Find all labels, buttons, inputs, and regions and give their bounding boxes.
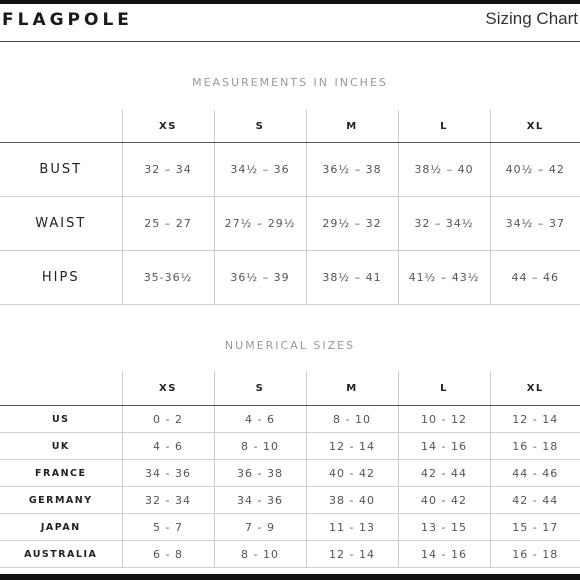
row-label: FRANCE [0, 460, 122, 487]
table-cell: 14 - 16 [398, 433, 490, 460]
table-cell: 29½ – 32 [306, 197, 398, 251]
table-cell: 34 - 36 [214, 487, 306, 514]
table-corner [0, 371, 122, 406]
table-cell: 6 - 8 [122, 541, 214, 568]
row-label: US [0, 406, 122, 433]
measurements-section-title: MEASUREMENTS IN INCHES [192, 76, 388, 89]
table-row [0, 197, 580, 251]
table-row [0, 251, 580, 305]
table-cell: 8 - 10 [214, 541, 306, 568]
table-row [0, 541, 580, 568]
table-cell: 34 - 36 [122, 460, 214, 487]
table-cell: 12 - 14 [306, 433, 398, 460]
table-cell: 32 - 34 [122, 487, 214, 514]
table-row [0, 406, 580, 433]
size-header: M [306, 371, 398, 406]
table-cell: 44 – 46 [490, 251, 580, 305]
table-cell: 7 - 9 [214, 514, 306, 541]
table-corner [0, 110, 122, 143]
table-cell: 38½ – 40 [398, 143, 490, 197]
table-cell: 27½ – 29½ [214, 197, 306, 251]
size-header: XS [122, 371, 214, 406]
header [0, 4, 580, 42]
table-cell: 32 – 34½ [398, 197, 490, 251]
table-cell: 41½ – 43½ [398, 251, 490, 305]
table-cell: 12 - 14 [306, 541, 398, 568]
table-cell: 40 - 42 [398, 487, 490, 514]
size-header: XL [490, 371, 580, 406]
table-cell: 35-36½ [122, 251, 214, 305]
table-cell: 34½ – 36 [214, 143, 306, 197]
table-cell: 15 - 17 [490, 514, 580, 541]
table-cell: 5 - 7 [122, 514, 214, 541]
table-cell: 25 – 27 [122, 197, 214, 251]
table-cell: 38½ – 41 [306, 251, 398, 305]
table-cell: 12 - 14 [490, 406, 580, 433]
row-label: BUST [0, 143, 122, 197]
size-header: S [214, 110, 306, 143]
size-header: L [398, 110, 490, 143]
table-cell: 16 - 18 [490, 541, 580, 568]
size-header: XS [122, 110, 214, 143]
bottom-frame-bar [0, 574, 580, 580]
table-cell: 36 - 38 [214, 460, 306, 487]
measurements-table [0, 110, 580, 305]
table-cell: 8 - 10 [214, 433, 306, 460]
size-header: M [306, 110, 398, 143]
row-label: GERMANY [0, 487, 122, 514]
table-cell: 16 - 18 [490, 433, 580, 460]
row-label: WAIST [0, 197, 122, 251]
table-cell: 38 - 40 [306, 487, 398, 514]
row-label: AUSTRALIA [0, 541, 122, 568]
table-cell: 0 - 2 [122, 406, 214, 433]
brand-logo: FLAGPOLE [2, 10, 133, 30]
table-cell: 14 - 16 [398, 541, 490, 568]
table-cell: 4 - 6 [214, 406, 306, 433]
header-divider [0, 41, 580, 42]
table-cell: 42 - 44 [398, 460, 490, 487]
table-cell: 32 – 34 [122, 143, 214, 197]
table-cell: 44 - 46 [490, 460, 580, 487]
numerical-header-row [0, 371, 580, 406]
table-cell: 42 - 44 [490, 487, 580, 514]
table-row [0, 433, 580, 460]
page-title: Sizing Chart [485, 9, 578, 28]
size-header: S [214, 371, 306, 406]
numerical-sizes-table [0, 371, 580, 568]
table-cell: 8 - 10 [306, 406, 398, 433]
size-header: L [398, 371, 490, 406]
table-cell: 4 - 6 [122, 433, 214, 460]
table-cell: 40 - 42 [306, 460, 398, 487]
size-header: XL [490, 110, 580, 143]
table-cell: 36½ – 38 [306, 143, 398, 197]
row-label: UK [0, 433, 122, 460]
table-row [0, 460, 580, 487]
table-cell: 40½ – 42 [490, 143, 580, 197]
row-label: HIPS [0, 251, 122, 305]
table-row [0, 514, 580, 541]
numerical-section-title: NUMERICAL SIZES [224, 339, 356, 352]
table-cell: 11 - 13 [306, 514, 398, 541]
table-row [0, 487, 580, 514]
table-cell: 13 - 15 [398, 514, 490, 541]
table-cell: 36½ – 39 [214, 251, 306, 305]
table-cell: 34½ – 37 [490, 197, 580, 251]
measurements-header-row [0, 110, 580, 143]
table-cell: 10 - 12 [398, 406, 490, 433]
table-row [0, 143, 580, 197]
row-label: JAPAN [0, 514, 122, 541]
